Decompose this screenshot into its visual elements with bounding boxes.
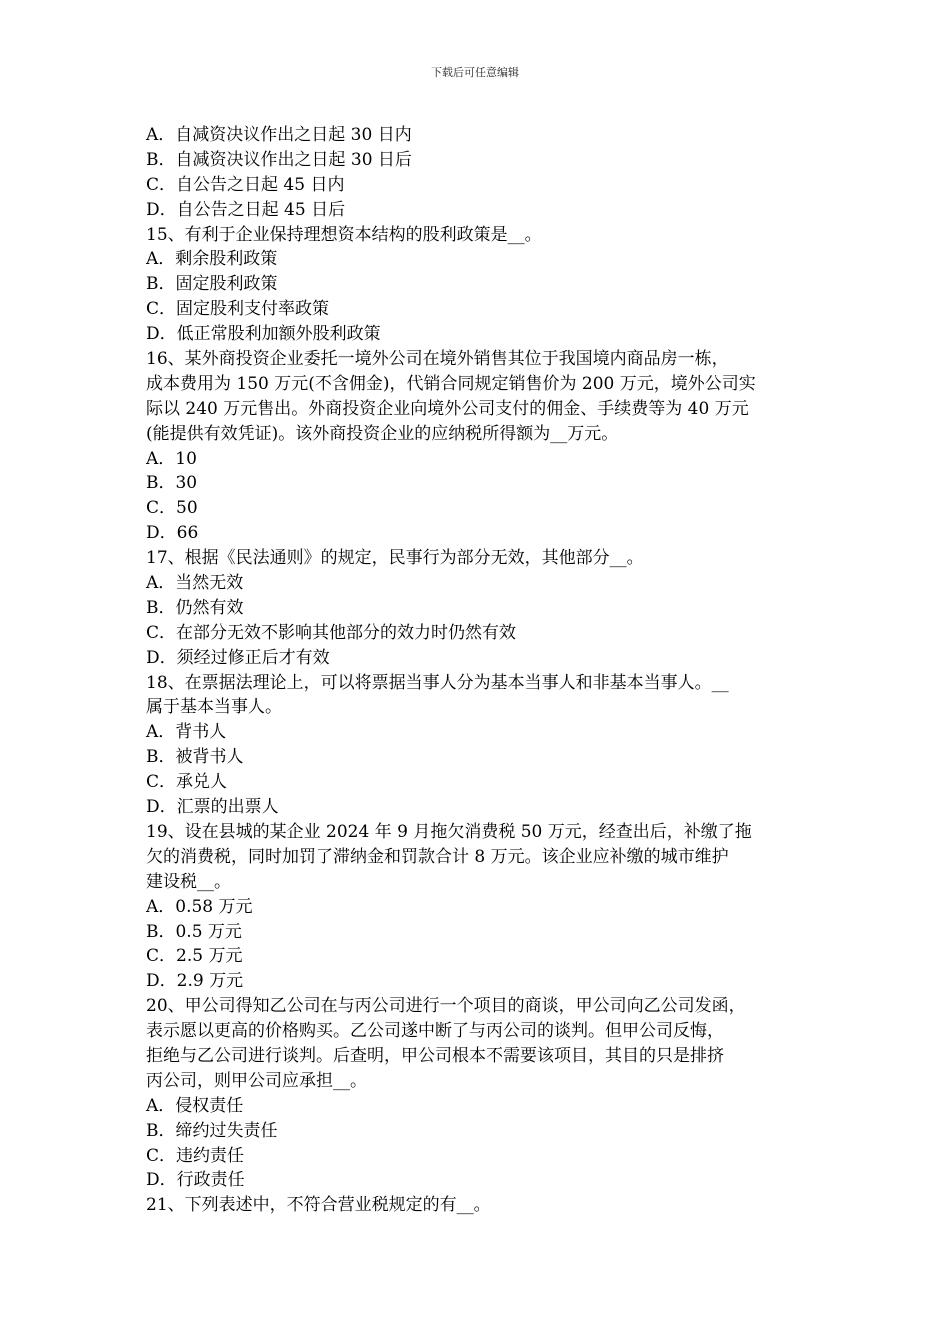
option-line: C．50 <box>146 498 198 519</box>
option-line: A．剩余股利政策 <box>146 249 278 270</box>
question-line: 20、甲公司得知乙公司在与丙公司进行一个项目的商谈，甲公司向乙公司发函， <box>146 996 746 1017</box>
option-line: A．10 <box>146 448 197 469</box>
option-line: C．2.5 万元 <box>146 946 243 967</box>
document-body <box>146 123 816 1218</box>
option-line: A．背书人 <box>146 722 227 743</box>
option-line: C．在部分无效不影响其他部分的效力时仍然有效 <box>146 622 517 643</box>
question-line: (能提供有效凭证)。该外商投资企业的应纳税所得额为__万元。 <box>146 423 619 444</box>
option-line: B．30 <box>146 473 198 494</box>
page-header: 下载后可任意编辑 <box>431 66 519 79</box>
question-line: 19、设在县城的某企业 2024 年 9 月拖欠消费税 50 万元，经查出后，补缴了拖 <box>146 821 752 842</box>
option-line: A．0.58 万元 <box>146 896 253 917</box>
option-line: B．被背书人 <box>146 747 244 768</box>
question-line: 成本费用为 150 万元(不含佣金)，代销合同规定销售价为 200 万元，境外公司实 <box>146 373 756 394</box>
option-line: A．侵权责任 <box>146 1095 244 1116</box>
option-line: D．66 <box>146 523 199 544</box>
question-line: 属于基本当事人。 <box>146 697 282 718</box>
question-line: 18、在票据法理论上，可以将票据当事人分为基本当事人和非基本当事人。__ <box>146 672 729 693</box>
option-line: C．承兑人 <box>146 772 228 793</box>
option-line: A．自减资决议作出之日起 30 日内 <box>146 125 412 145</box>
option-line: B．仍然有效 <box>146 597 244 618</box>
option-line: D．自公告之日起 45 日后 <box>146 199 346 220</box>
question-line: 拒绝与乙公司进行谈判。后查明，甲公司根本不需要该项目，其目的只是排挤 <box>146 1045 724 1066</box>
question-line: 15、有利于企业保持理想资本结构的股利政策是__。 <box>146 224 542 245</box>
option-line: A．当然无效 <box>146 573 244 594</box>
option-line: D．行政责任 <box>146 1170 245 1191</box>
option-line: D．须经过修正后才有效 <box>146 647 330 668</box>
option-line: D．2.9 万元 <box>146 971 244 992</box>
option-line: C．违约责任 <box>146 1145 245 1166</box>
option-line: C．固定股利支付率政策 <box>146 299 330 320</box>
option-line: B．固定股利政策 <box>146 274 278 295</box>
option-line: D．汇票的出票人 <box>146 797 279 818</box>
option-line: B．0.5 万元 <box>146 921 242 942</box>
question-line: 欠的消费税，同时加罚了滞纳金和罚款合计 8 万元。该企业应补缴的城市维护 <box>146 846 729 867</box>
question-line: 16、某外商投资企业委托一境外公司在境外销售其位于我国境内商品房一栋， <box>146 349 729 370</box>
question-line: 丙公司，则甲公司应承担__。 <box>146 1070 367 1091</box>
question-line: 21、下列表述中，不符合营业税规定的有__。 <box>146 1195 491 1216</box>
question-line: 际以 240 万元售出。外商投资企业向境外公司支付的佣金、手续费等为 40 万元 <box>146 398 749 419</box>
question-line: 表示愿以更高的价格购买。乙公司遂中断了与丙公司的谈判。但甲公司反悔， <box>146 1021 724 1042</box>
option-line: B．缔约过失责任 <box>146 1120 278 1141</box>
question-line: 17、根据《民法通则》的规定，民事行为部分无效，其他部分__。 <box>146 548 644 569</box>
option-line: C．自公告之日起 45 日内 <box>146 174 345 195</box>
question-line: 建设税__。 <box>146 871 231 892</box>
option-line: B．自减资决议作出之日起 30 日后 <box>146 149 412 170</box>
option-line: D．低正常股利加额外股利政策 <box>146 324 381 345</box>
